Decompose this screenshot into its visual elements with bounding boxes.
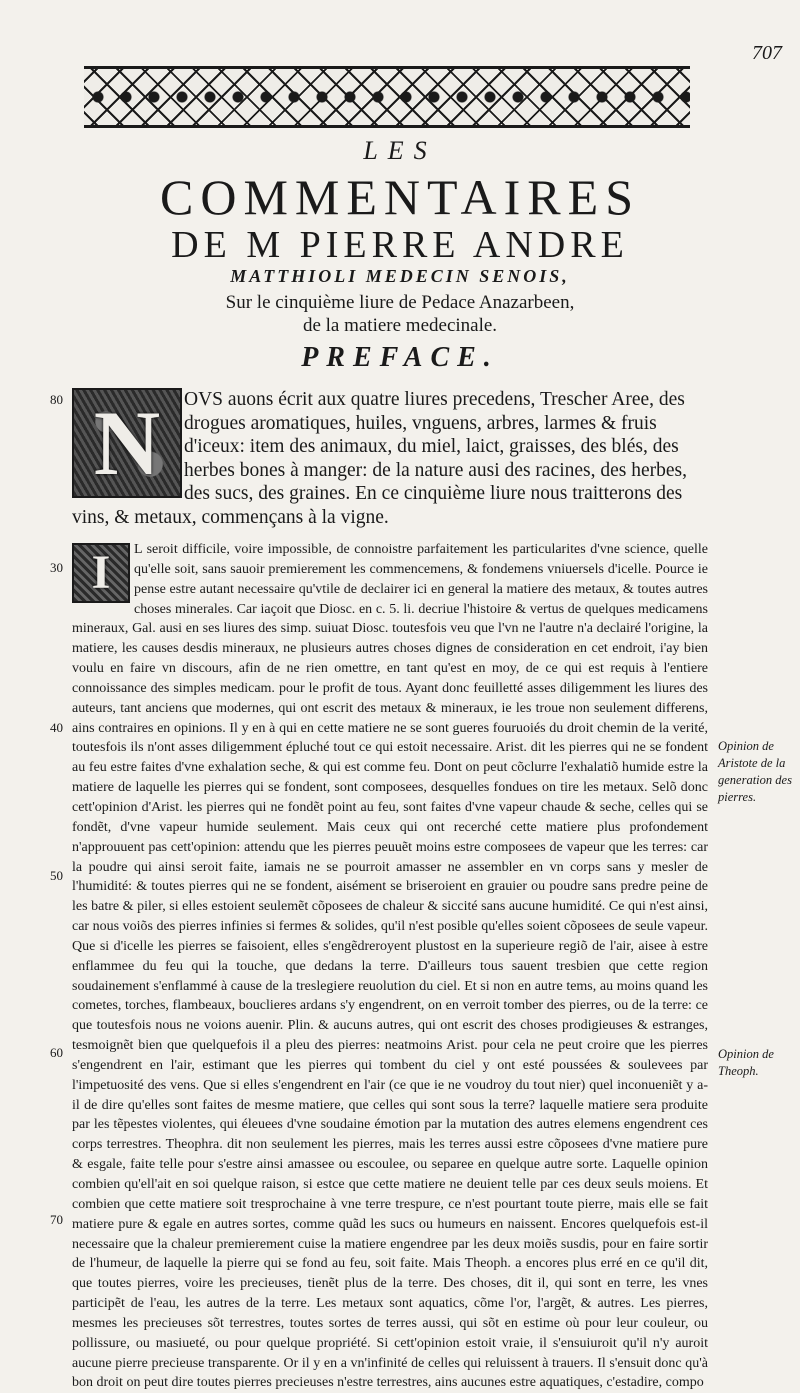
line-number-60: 60 [50,1045,63,1060]
drop-cap-n-letter: N [93,392,161,494]
drop-cap-i-letter: I [91,546,111,599]
line-number-80: 80 [50,392,63,407]
title-sur: Sur le cinquième liure de Pedace Anazarbeen, [225,292,575,313]
line-number-40: 40 [50,720,63,735]
title-matthioli: MATTHIOLI MEDECIN SENOIS, [230,266,570,286]
body-paragraph [72,540,708,1393]
ornament-band [84,66,690,128]
page-number: 707 [752,42,782,64]
margin-note-aristote: Opinion de Aristote de la generation des pierres. [718,739,792,804]
margin-note-theoph: Opinion de Theoph. [718,1047,774,1078]
title-matiere: de la matiere medecinale. [302,315,498,336]
intro-text: OVS auons écrit aux quatre liures precedens, Trescher Aree, des drogues aromatiques, huiles, vnguens, arbres, larmes & fruis d'iceux: item des animaux, du miel, laict, graisses, des blés, des herbes bones à manger: de la nature ausi des racines, des herbes, des sucs, des graines. En ce cinquième liure nous traitterons des vins, & metaux, commençans à la vigne. [72,389,688,528]
title-author: DE M PIERRE ANDRE [171,224,629,266]
intro-paragraph [72,388,700,529]
title-preface: PREFACE. [301,342,499,373]
line-number-30: 30 [50,560,63,575]
line-number-50: 50 [50,868,63,883]
body-text: L seroit difficile, voire impossible, de connoistre parfaitement les particularites d'vne science, quelle qu'elle soit, sans sauoir premierement les commencemens, & fondemens vniuersels d'icelle. Pource ie pense estre autant necessaire qu'vtile de declairer ici en general la matiere des metaux, & toutes autres choses minerales. Car iaçoit que Diosc. en c. 5. li. decriue l'histoire & vertus de quelques medicamens mineraux, Gal. ausi en ses liures des simp. suiuat Diosc. toutesfois veu que l'vn ne l'autre n'a declairé l'origine, la matiere, les causes desdis mineraux, ne plusieurs autres choses dignes de consideration en cet endroit, i'ay bien voulu en faire vn discours, afin de ne rien omettre, en tant qu'est en moy, de ce qui est requis à l'entiere connoissance des simples medicam. pour le profit de tous. Ayant donc feuilletté asses diligemment les liures des auteurs, tant anciens que modernes, qui ont escrit des metaux & mineraux, ie les troue non seulement differens, ains contraires en opinions. Il y en à qui en cette matiere ne se sont gueres fouruoiés du droit chemin de la verité, toutesfois ils n'ont asses diligemment épluché tout ce qui estoit necessaire. Arist. dit les pierres qui ne se fondent au feu estre faites d'vne exhalation seche, & qui est comme feu. Dont on peut cõclurre l'exhalatiõ humide estre la matiere de laquelle les pierres qui se fondent, sont composees, desquelles fondues on tire les metaux. Selõ donc cett'opinion d'Arist. les pierres qui ne fondẽt point au feu, sont faites d'vne vapeur chaude & seche, celles qui se fondẽt, d'vne vapeur humide seulement. Mais ceux qui ont recerché cette matiere plus profondement n'approuuent pas cett'opinion: attendu que les pierres peuuẽt moins estre composees de vapeur que les terres: car la poudre qui ainsi seroit faite, iamais ne se pourroit amasser ne assembler en vn corps sans y mesler de l'humidité: & toutes pierres qui ne se fondent, aisément se briseroient en grauier ou poudre sans predre peine de les batre & piler, si elles estoient seulemẽt cõposees de chaleur & siccité sans aucune humidité. Ce qui n'est ainsi, car nous voiõs des pierres infinies si fermes & solides, qu'il n'est posible qu'elles soient cõposees de seule vapeur. Que si d'icelle les pierres se faisoient, elles s'engẽdreroyent plustost en la superieure regiõ de l'air, aisee à estre enflammee du feu qui la touche, que dedans la terre. D'ailleurs tous sauent tresbien que cette region soudainement s'enflammé à cause de la treslegiere reuolution du ciel. Et si non en autre tems, au moins quand les cometes, torches, flambeaux, bouclieres ardans s'y engendrent, on en verroit tomber des pierres, ou de la terre: ce que toutesfois nous ne voions auenir. Plin. & aucuns autres, qui ont escrit des choses prodigieuses & estranges, tesmoignẽt bien que quelquefois il a pleu des pierres: neatmoins Arist. pour cela ne peut croire que les pierres s'engendrent en l'air, estimant que les pierres qui tombent du ciel y ont esté poussées & soulevees par l'impetuosité des vens. Que si elles s'engendrent en l'air (ce que ie ne voudroy du tout nier) quel inconueniẽt y a-il de dire qu'elles sont faites de mesme matiere, que celles qui sont sous la terre? laquelle matiere sera produite par les tẽpestes violentes, qui éleuees d'vne soudaine émotion par la mutation des autres elemens engendrent ces corps terrestres. Theophra. dit non seulement les pierres, mais les terres aussi estre cõposees d'vne matiere pure & esgale, faite telle pour s'estre ainsi amassee ou escoulee, ou separee en quelque autre sorte. Laquelle opinion combien qu'ell'ait en soi quelque raison, si estce que cette matiere ne deuient telle par ces deux seuls moiens. Et combien que cette matiere soit tresprochaine à vne terre trespure, ce n'est pourtant toute pierre, mais elle se fait matiere pure & egale en autres sortes, comme quãd les sucs ou humeurs en naissent. Encores quelquefois est-il necessaire que la chaleur premierement cuise la matiere engendree par les deux moiẽs susdis, pour en faire sortir de l'humeur, de laquelle la pierre qui se fond au feu, soit faite. Mais Theoph. a encores plus erré en ce qu'il dit, que toutes pierres, voire les precieuses, tienẽt plus de la terre. Des choses, dit il, qui sont en terre, les vnes participẽt de l'eau, les autres de la terre. Les metaux sont aquatics, cõme l'or, l'argẽt, & autres. Les pierres, mesmes les precieuses sõt terrestres, toutes sortes de terres aussi, qui sõt en estime où pour leur couleur, ou pollissure, ou masiueté, ou pour quelque propriété. Si cett'opinion estoit vraie, il s'ensuiuroit qu'il n'y auroit aucune pierre precieuse transparente. Or il y en a vn'infinité de celles qui reluissent à trauers. Il s'ensuit donc qu'à bon droit on peut dire toutes pierres precieuses n'estre terrestres, ains aucunes estre aquatiques, c'estadire, compo [72,542,708,1391]
title-les: LES [363,136,437,165]
line-number-70: 70 [50,1212,63,1227]
title-commentaires: COMMENTAIRES [159,169,641,225]
